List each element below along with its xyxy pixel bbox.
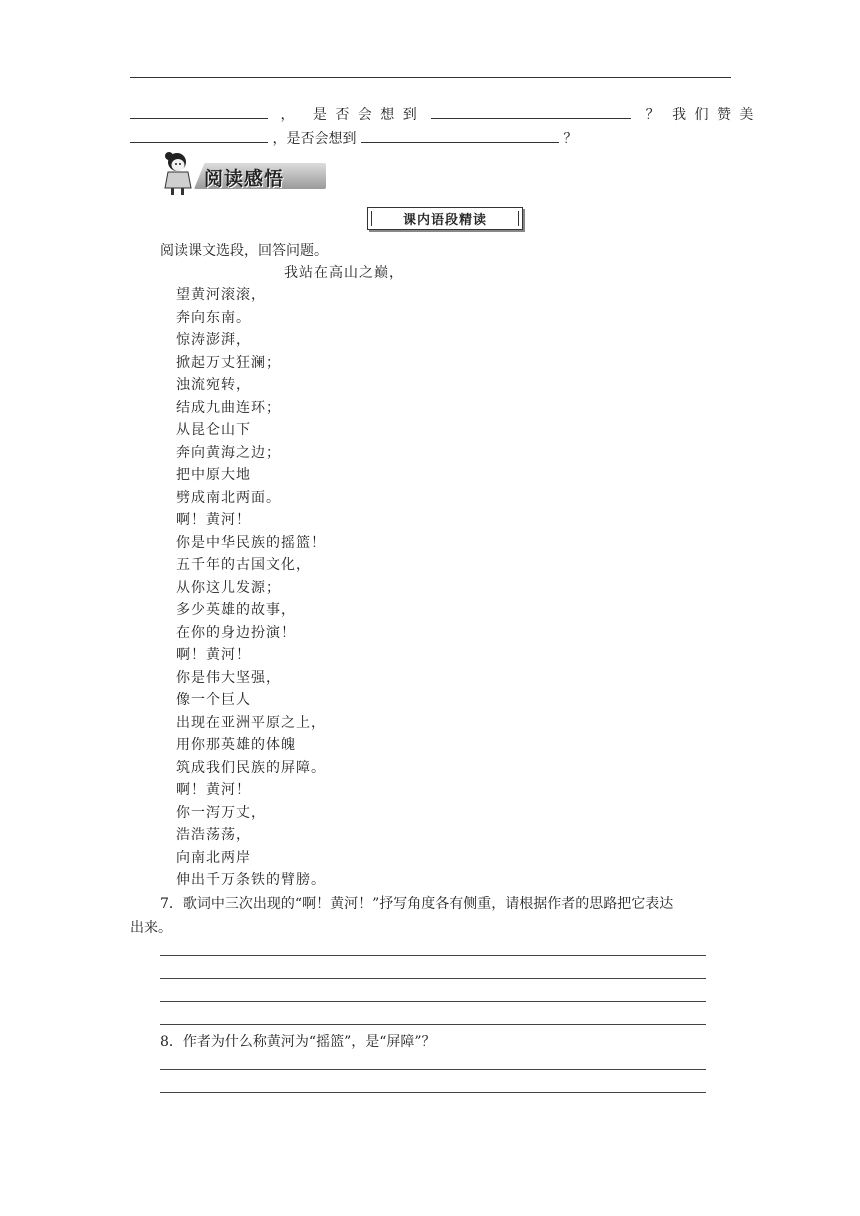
answer-line-q7-3[interactable] [160, 1001, 706, 1002]
instruction: 阅读课文选段，回答问题。 [160, 243, 328, 259]
poem-line: 多少英雄的故事， [176, 602, 296, 618]
answer-line-q7-4[interactable] [160, 1024, 706, 1025]
fill-question-mark-2: ？ [563, 131, 578, 147]
poem-line: 劈成南北两面。 [176, 489, 281, 506]
poem-line: 浩浩荡荡， [176, 827, 251, 843]
section-title: 课内语段精读 [367, 207, 523, 230]
poem-line: 结成九曲连环； [176, 399, 281, 416]
poem-line: 用你那英雄的体魄 [176, 737, 296, 753]
poem-line: 惊涛澎湃， [176, 332, 251, 348]
girl-mascot-icon [160, 150, 200, 196]
poem-line-first: 我站在高山之巅， [284, 265, 404, 281]
poem-line: 从你这儿发源； [176, 579, 281, 596]
poem-line: 出现在亚洲平原之上， [176, 714, 326, 731]
poem-line: 掀起万丈狂澜； [176, 354, 281, 371]
poem-line: 浊流宛转， [176, 377, 251, 393]
reading-banner [160, 150, 330, 196]
poem-line: 奔向东南。 [176, 309, 251, 326]
poem-line: 像一个巨人 [176, 692, 251, 708]
poem-line: 在你的身边扮演！ [176, 624, 296, 641]
poem-line: 五千年的古国文化， [176, 557, 311, 573]
poem-line: 你一泻万丈， [176, 804, 266, 821]
fill-text-3: ，是否会想到 [272, 131, 357, 147]
answer-line-q7-2[interactable] [160, 978, 706, 979]
blank-2[interactable] [431, 104, 631, 119]
answer-line-q8-1[interactable] [160, 1069, 706, 1070]
blank-3[interactable] [130, 128, 268, 143]
poem-line: 奔向黄海之边； [176, 444, 281, 461]
question-7: 7．歌词中三次出现的“啊！黄河！”抒写角度各有侧重，请根据作者的思路把它表达 [160, 896, 674, 912]
fill-text-2: 我 们 赞 美 [672, 107, 756, 123]
poem-line: 把中原大地 [176, 467, 251, 483]
poem-line: 伸出千万条铁的臂膀。 [176, 872, 326, 888]
blank-1[interactable] [130, 104, 268, 119]
fill-separator: ， [280, 107, 295, 123]
answer-line-q8-2[interactable] [160, 1092, 706, 1093]
fill-in-line-2 [130, 128, 577, 149]
poem-line: 啊！黄河！ [176, 512, 251, 528]
poem-line: 啊！黄河！ [176, 782, 251, 798]
question-7-continued: 出来。 [130, 920, 172, 936]
header-rule [130, 77, 731, 78]
banner-title: 阅读感悟 [204, 168, 285, 190]
poem-line: 筑成我们民族的屏障。 [176, 759, 326, 776]
poem-line: 从昆仑山下 [176, 422, 251, 438]
blank-4[interactable] [361, 128, 559, 143]
poem-line: 向南北两岸 [176, 849, 251, 866]
question-8: 8．作者为什么称黄河为“摇篮”，是“屏障”？ [160, 1034, 436, 1050]
poem-line: 你是伟大坚强， [176, 669, 281, 686]
poem-line: 你是中华民族的摇篮！ [176, 534, 326, 551]
fill-question-mark-1: ？ [645, 107, 660, 123]
poem-line: 望黄河滚滚， [176, 287, 266, 303]
fill-in-line-1 [130, 104, 755, 125]
poem-line: 啊！黄河！ [176, 647, 251, 663]
fill-text-1: 是 否 会 想 到 [312, 107, 419, 123]
answer-line-q7-1[interactable] [160, 955, 706, 956]
